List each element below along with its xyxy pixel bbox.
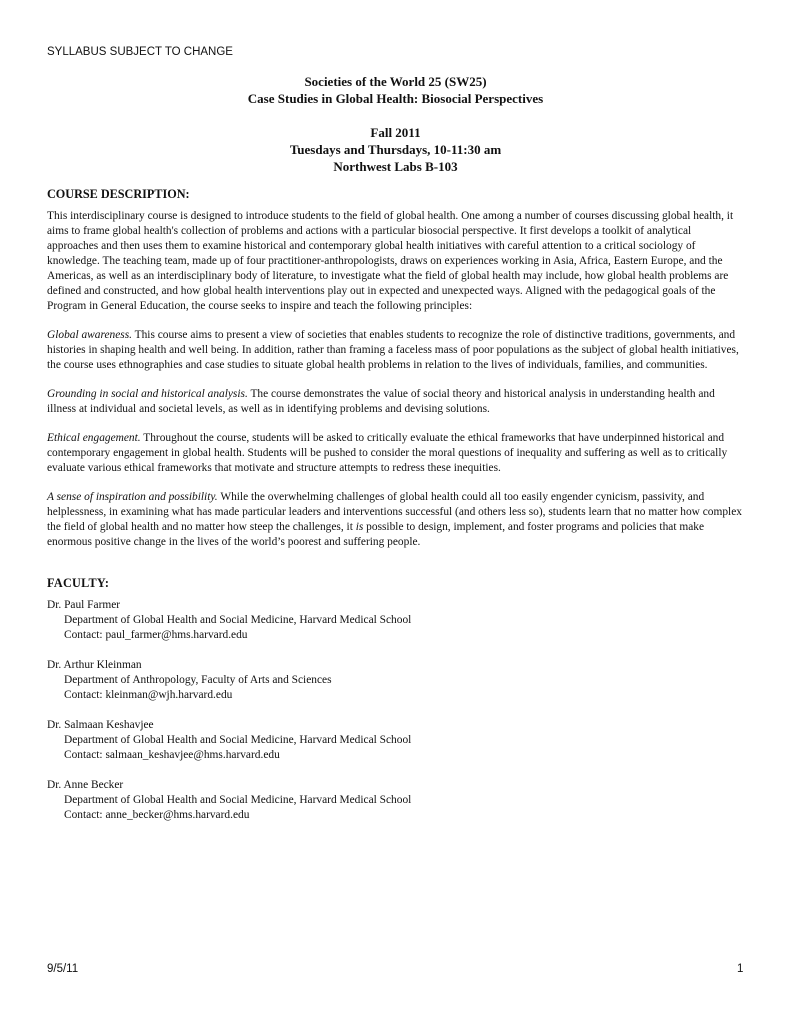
- principle-text: This course aims to present a view of societies that enables students to recognize the role of distinctive traditions, governments, and histories in shaping health and well being. In addition, rather than framing a faceless mass of poor populations as the subject of global health initiatives, the course uses ethnographies and case studies to situate global health problems in relation to the lives of individuals, families, and communities.: [47, 329, 739, 371]
- course-subtitle: Case Studies in Global Health: Biosocial Perspectives: [247, 91, 544, 106]
- footer-date: 9/5/11: [47, 963, 79, 975]
- principle-paragraph: [47, 387, 744, 417]
- course-description-intro: This interdisciplinary course is designed to introduce students to the field of global health. One among a number of courses discussing global health, it aims to frame global health's collection of problems and actions with a particular biosocial perspective. It first develops a toolkit of analytical approaches and then uses them to examine historical and contemporary global health initiatives with careful attention to a critical sociology of knowledge. The teaching team, made up of four practitioner-anthropologists, draws on experiences working in Asia, Africa, Eastern Europe, and the Americas, as well as an interdisciplinary body of literature, to investigate what the field of global health may include, how global health problems are defined and constructed, and how global health interventions play out in expected and unexpected ways. Aligned with the pedagogical goals of the Program in General Education, the course seeks to inspire and teach the following principles:: [47, 210, 734, 312]
- faculty-department: Department of Global Health and Social Medicine, Harvard Medical School: [64, 794, 412, 806]
- faculty-contact: Contact: salmaan_keshavjee@hms.harvard.edu: [64, 749, 280, 761]
- faculty-member: [47, 658, 744, 703]
- principle-term: A sense of inspiration and possibility.: [47, 491, 218, 503]
- faculty-contact: Contact: paul_farmer@hms.harvard.edu: [64, 629, 248, 641]
- principle-paragraph: [47, 328, 744, 373]
- principle-text-end: possible to design, implement, and foster programs and policies that make enormous positive change in the lives of the world’s poorest and suffering people.: [47, 521, 705, 548]
- faculty-name: Dr. Salmaan Keshavjee: [47, 719, 154, 731]
- faculty-contact: Contact: kleinman@wjh.harvard.edu: [64, 689, 233, 701]
- faculty-department: Department of Global Health and Social Medicine, Harvard Medical School: [64, 614, 412, 626]
- page-number: 1: [737, 963, 744, 975]
- faculty-member: [47, 778, 744, 823]
- principle-paragraph: [47, 490, 744, 550]
- title-block: [0, 73, 791, 175]
- faculty-member: [47, 718, 744, 763]
- principle-term: Global awareness.: [47, 329, 133, 341]
- faculty-name: Dr. Anne Becker: [47, 779, 124, 791]
- faculty-department: Department of Anthropology, Faculty of Arts and Sciences: [64, 674, 332, 686]
- principle-paragraph: [47, 431, 744, 476]
- faculty-contact: Contact: anne_becker@hms.harvard.edu: [64, 809, 250, 821]
- course-description-heading: COURSE DESCRIPTION:: [47, 187, 190, 201]
- principle-emphasis: is: [355, 521, 364, 533]
- syllabus-content: [47, 187, 744, 838]
- course-location: Northwest Labs B-103: [333, 159, 458, 174]
- faculty-name: Dr. Paul Farmer: [47, 599, 121, 611]
- principle-term: Ethical engagement.: [47, 432, 141, 444]
- course-term: Fall 2011: [370, 125, 421, 140]
- principle-text: Throughout the course, students will be asked to critically evaluate the ethical frameworks that have underpinned historical and contemporary engagement in global health. Students will be pushed to consider the moral questions of inequality and suffering as well as to critically evaluate various ethical frameworks that motivate and structure attempts to redress these inequities.: [47, 432, 728, 474]
- faculty-department: Department of Global Health and Social Medicine, Harvard Medical School: [64, 734, 412, 746]
- faculty-heading: FACULTY:: [47, 576, 110, 590]
- principle-text: While the overwhelming challenges of global health could all too easily engender cynicism, passivity, and helplessness, in examining what has made particular leaders and interventions successful (and others less so), students learn that no matter how complex the field of global health and no matter how steep the challenges, it: [47, 491, 742, 533]
- course-title: Societies of the World 25 (SW25): [304, 74, 487, 89]
- faculty-member: [47, 598, 744, 643]
- principle-term: Grounding in social and historical analysis.: [47, 388, 248, 400]
- course-schedule: Tuesdays and Thursdays, 10-11:30 am: [289, 142, 502, 157]
- principle-text: The course demonstrates the value of social theory and historical analysis in understanding health and illness at individual and societal levels, as well as in identifying problems and devising solutions.: [47, 388, 715, 415]
- faculty-name: Dr. Arthur Kleinman: [47, 659, 142, 671]
- header-note: SYLLABUS SUBJECT TO CHANGE: [47, 46, 233, 58]
